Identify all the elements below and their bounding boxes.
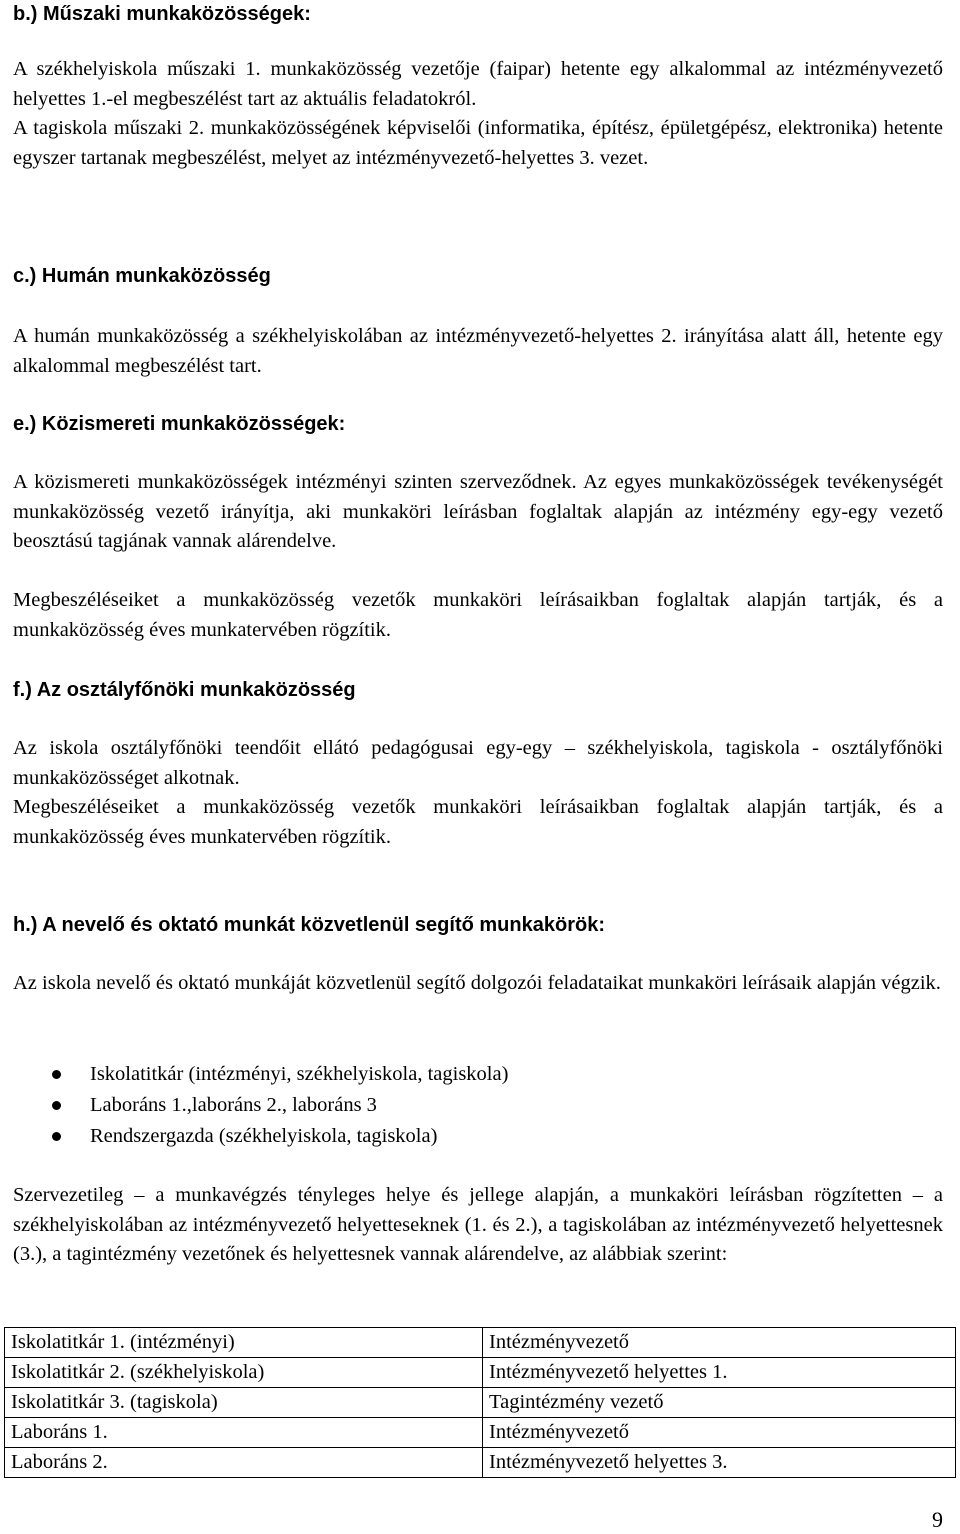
list-item-label: Rendszergazda (székhelyiskola, tagiskola) xyxy=(90,1125,438,1147)
table-cell-role: Iskolatitkár 2. (székhelyiskola) xyxy=(5,1358,483,1388)
table-row xyxy=(5,1358,956,1388)
section-h-title: h.) A nevelő és oktató munkát közvetlenül segítő munkakörök: xyxy=(13,914,605,936)
section-e-paragraph-1: A közismereti munkaközösségek intézményi szinten szerveződnek. Az egyes munkaközösségek tevékenységét munkaközösség vezető irányítja, aki munkaköri leírásban foglaltak alapján az intézmény egy-egy vezető beosztású tagjának vannak alárendelve. xyxy=(13,471,943,552)
section-b-paragraph-1: A székhelyiskola műszaki 1. munkaközösség vezetője (faipar) hetente egy alkalommal az intézményvezető helyettes 1.-el megbeszélést tart az aktuális feladatokról. xyxy=(13,58,943,110)
section-f-title: f.) Az osztályfőnöki munkaközösség xyxy=(13,679,356,701)
table-cell-supervisor: Intézményvezető xyxy=(483,1418,956,1448)
bullet-icon xyxy=(52,1132,61,1141)
table-cell-role: Laboráns 2. xyxy=(5,1448,483,1478)
section-b-paragraph-2: A tagiskola műszaki 2. munkaközösségének képviselői (informatika, építész, épületgépész, elektronika) hetente egyszer tartanak megbeszélést, melyet az intézményvezető-helyettes 3. vezet. xyxy=(13,117,943,169)
list-item xyxy=(13,1121,943,1152)
section-f-paragraph-1: Az iskola osztályfőnöki teendőit ellátó pedagógusai egy-egy – székhelyiskola, tagiskola - osztályfőnöki munkaközösséget alkotnak. xyxy=(13,737,943,789)
section-c-title: c.) Humán munkaközösség xyxy=(13,265,271,287)
section-e-title: e.) Közismereti munkaközösségek: xyxy=(13,413,346,435)
table-row xyxy=(5,1388,956,1418)
section-h-paragraph-1: Az iskola nevelő és oktató munkáját közvetlenül segítő dolgozói feladataikat munkaköri leírásaik alapján végzik. xyxy=(13,972,941,994)
section-h-paragraph-2: Szervezetileg – a munkavégzés tényleges helye és jellege alapján, a munkaköri leírásban rögzítetten – a székhelyiskolában az intézményvezető helyetteseknek (1. és 2.), a tagiskolában az intézményvezető helyettesnek (3.), a tagintézmény vezetőnek és helyettesnek vannak alárendelve, az alábbiak szerint: xyxy=(13,1184,943,1265)
table-row xyxy=(5,1448,956,1478)
assignment-table xyxy=(4,1327,956,1478)
table-cell-supervisor: Intézményvezető xyxy=(483,1328,956,1358)
list-item-label: Iskolatitkár (intézményi, székhelyiskola, tagiskola) xyxy=(90,1063,509,1085)
table-cell-supervisor: Intézményvezető helyettes 1. xyxy=(483,1358,956,1388)
table-row xyxy=(5,1328,956,1358)
list-item xyxy=(13,1090,943,1121)
table-cell-role: Iskolatitkár 1. (intézményi) xyxy=(5,1328,483,1358)
table-cell-role: Laboráns 1. xyxy=(5,1418,483,1448)
section-e-paragraph-2: Megbeszéléseiket a munkaközösség vezetők munkaköri leírásaikban foglaltak alapján tartják, és a munkaközösség éves munkatervében rögzítik. xyxy=(13,589,943,641)
support-roles-list xyxy=(13,1059,943,1152)
table-row xyxy=(5,1418,956,1448)
table-cell-supervisor: Intézményvezető helyettes 3. xyxy=(483,1448,956,1478)
page-number: 9 xyxy=(932,1507,943,1532)
bullet-icon xyxy=(52,1070,61,1079)
section-b-title: b.) Műszaki munkaközösségek: xyxy=(13,3,311,25)
section-f-paragraph-2: Megbeszéléseiket a munkaközösség vezetők munkaköri leírásaikban foglaltak alapján tartják, és a munkaközösség éves munkatervében rögzítik. xyxy=(13,796,943,848)
list-item-label: Laboráns 1.,laboráns 2., laboráns 3 xyxy=(90,1094,377,1116)
list-item xyxy=(13,1059,943,1090)
table-cell-supervisor: Tagintézmény vezető xyxy=(483,1388,956,1418)
table-cell-role: Iskolatitkár 3. (tagiskola) xyxy=(5,1388,483,1418)
bullet-icon xyxy=(52,1101,61,1110)
section-c-paragraph-1: A humán munkaközösség a székhelyiskolában az intézményvezető-helyettes 2. irányítása alatt áll, hetente egy alkalommal megbeszélést tart. xyxy=(13,325,943,377)
